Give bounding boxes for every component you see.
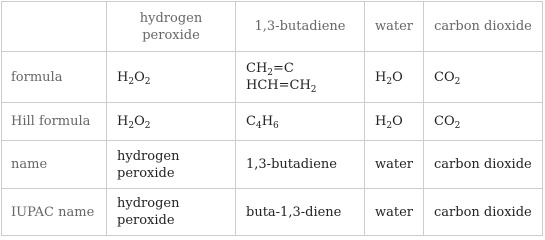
compound-comparison-table <box>1 1 543 236</box>
table-header-row <box>2 2 543 52</box>
name-carbon-dioxide: carbon dioxide <box>424 141 543 189</box>
hill-formula-hydrogen-peroxide: $H_2O_2$ <box>107 103 236 141</box>
table-row-iupac-name <box>2 189 543 236</box>
hill-formula-butadiene: $C_4H_6$ <box>236 103 365 141</box>
header-hydrogen-peroxide <box>107 2 236 52</box>
name-water: water <box>365 141 424 189</box>
formula-carbon-dioxide: $CO_2$ <box>424 52 543 103</box>
name-butadiene: 1,3-butadiene <box>236 141 365 189</box>
formula-butadiene: $CH_2=C$ $HCH=CH_2$ <box>236 52 365 103</box>
formula-water: $H_2O$ <box>365 52 424 103</box>
table-row-hill-formula <box>2 103 543 141</box>
header-corner-cell <box>2 2 107 52</box>
name-hydrogen-peroxide: hydrogen peroxide <box>107 141 236 189</box>
row-label-name: name <box>2 141 107 189</box>
iupac-name-water: water <box>365 189 424 236</box>
header-carbon-dioxide: carbon dioxide <box>424 2 543 52</box>
iupac-name-hydrogen-peroxide: hydrogen peroxide <box>107 189 236 236</box>
table-row-formula <box>2 52 543 103</box>
header-hydrogen-peroxide-label: hydrogen peroxide <box>139 10 203 43</box>
header-water: water <box>365 2 424 52</box>
iupac-name-carbon-dioxide: carbon dioxide <box>424 189 543 236</box>
table-row-name <box>2 141 543 189</box>
row-label-hill-formula: Hill formula <box>2 103 107 141</box>
header-butadiene: 1,3-butadiene <box>236 2 365 52</box>
row-label-formula: formula <box>2 52 107 103</box>
iupac-name-butadiene: buta-1,3-diene <box>236 189 365 236</box>
row-label-iupac-name: IUPAC name <box>2 189 107 236</box>
hill-formula-water: $H_2O$ <box>365 103 424 141</box>
hill-formula-carbon-dioxide: $CO_2$ <box>424 103 543 141</box>
formula-hydrogen-peroxide: $H_2O_2$ <box>107 52 236 103</box>
